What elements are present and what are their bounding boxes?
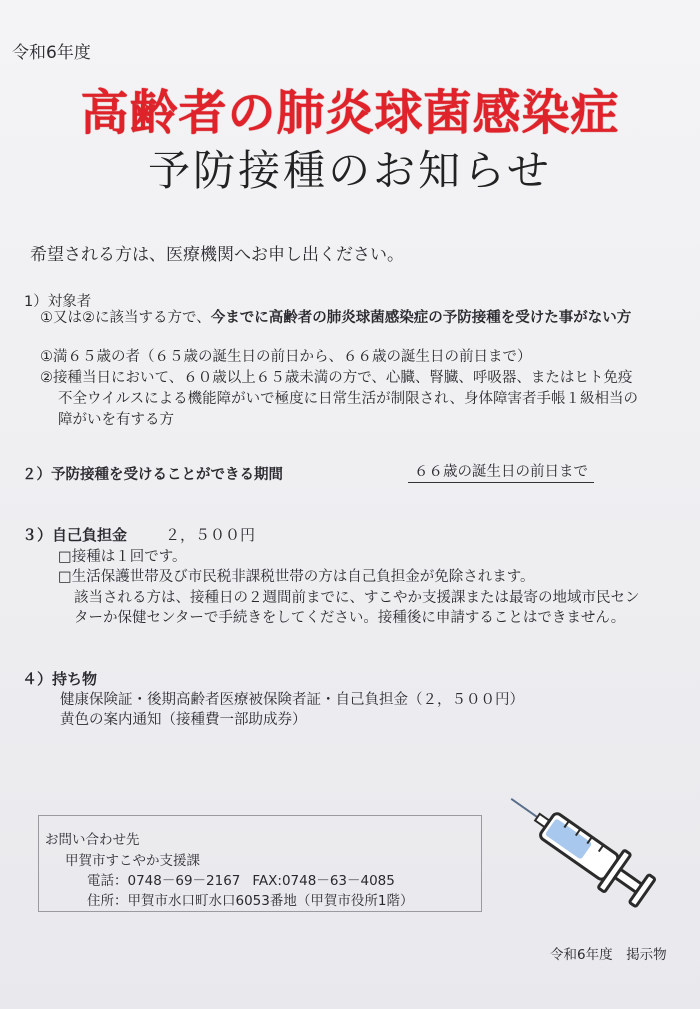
section4-item1: 健康保険証・後期高齢者医療被保険者証・自己負担金（２，５００円） [60,692,524,708]
contact-box [38,815,482,912]
phone-number: ：0748－69－2167 [114,873,241,889]
fax-number: FAX:0748－63－4085 [252,873,395,889]
contact-label: お問い合わせ先 [45,832,140,848]
page-subtitle: 予防接種のお知らせ [148,146,552,195]
section1-item2-line1: ②接種当日において、６０歳以上６５歳未満の方で、心臓、腎臓、呼吸器、またはヒト免疫 [40,370,633,386]
section3-heading [22,524,255,545]
section3-note3-line2: ターか保健センターで手続きをしてください。接種後に申請することはできません。 [74,610,626,626]
section2-period: ６６歳の誕生日の前日まで [408,460,594,483]
section3-title: 自己負担金 [52,526,128,544]
section4-number: ４） [22,670,53,688]
address-text: ：甲賀市水口町水口6053番地（甲賀市役所1階） [114,893,414,909]
phone-label: 電話 [87,873,114,889]
condition-text: ①又は②に該当する方で、 [40,310,211,326]
page-title: 高齢者の肺炎球菌感染症 [80,85,620,141]
section1-condition [40,306,631,327]
fee-amount: ２，５００円 [165,526,256,544]
section1-item1: ①満６５歳の者（６５歳の誕生日の前日から、６６歳の誕生日の前日まで） [40,349,532,365]
section3-note2: □生活保護世帯及び市民税非課税世帯の方は自己負担金が免除されます。 [58,569,535,585]
footer-note: 令和6年度 掲示物 [550,947,667,963]
contact-department: 甲賀市すこやか支援課 [65,853,200,869]
contact-phone-row [87,869,395,889]
intro-text: 希望される方は、医療機関へお申し出ください。 [30,245,404,265]
section3-note1: □接種は１回です。 [58,549,187,565]
section1-item2-line3: 障がいを有する方 [58,412,174,428]
address-label: 住所 [87,893,114,909]
syringe-icon [490,782,670,916]
section1-heading: 1）対象者 [24,294,92,310]
era-label: 令和6年度 [12,43,91,63]
section1-item2-line2: 不全ウイルスによる機能障がいで極度に日常生活が制限され、身体障害者手帳１級相当の [58,391,638,407]
section3-number: ３） [22,526,53,544]
section4-heading [22,668,97,689]
contact-address-row [87,889,413,909]
section3-note3-line1: 該当される方は、接種日の２週間前までに、すこやか支援課または最寄の地域市民セン [74,590,640,606]
section2-heading: ２）予防接種を受けることができる期間 [22,467,283,483]
condition-emphasis: 今までに高齢者の肺炎球菌感染症の予防接種を受けた事がない方 [210,310,632,326]
section4-title: 持ち物 [52,670,98,688]
section4-item2: 黄色の案内通知（接種費一部助成券） [60,712,307,728]
